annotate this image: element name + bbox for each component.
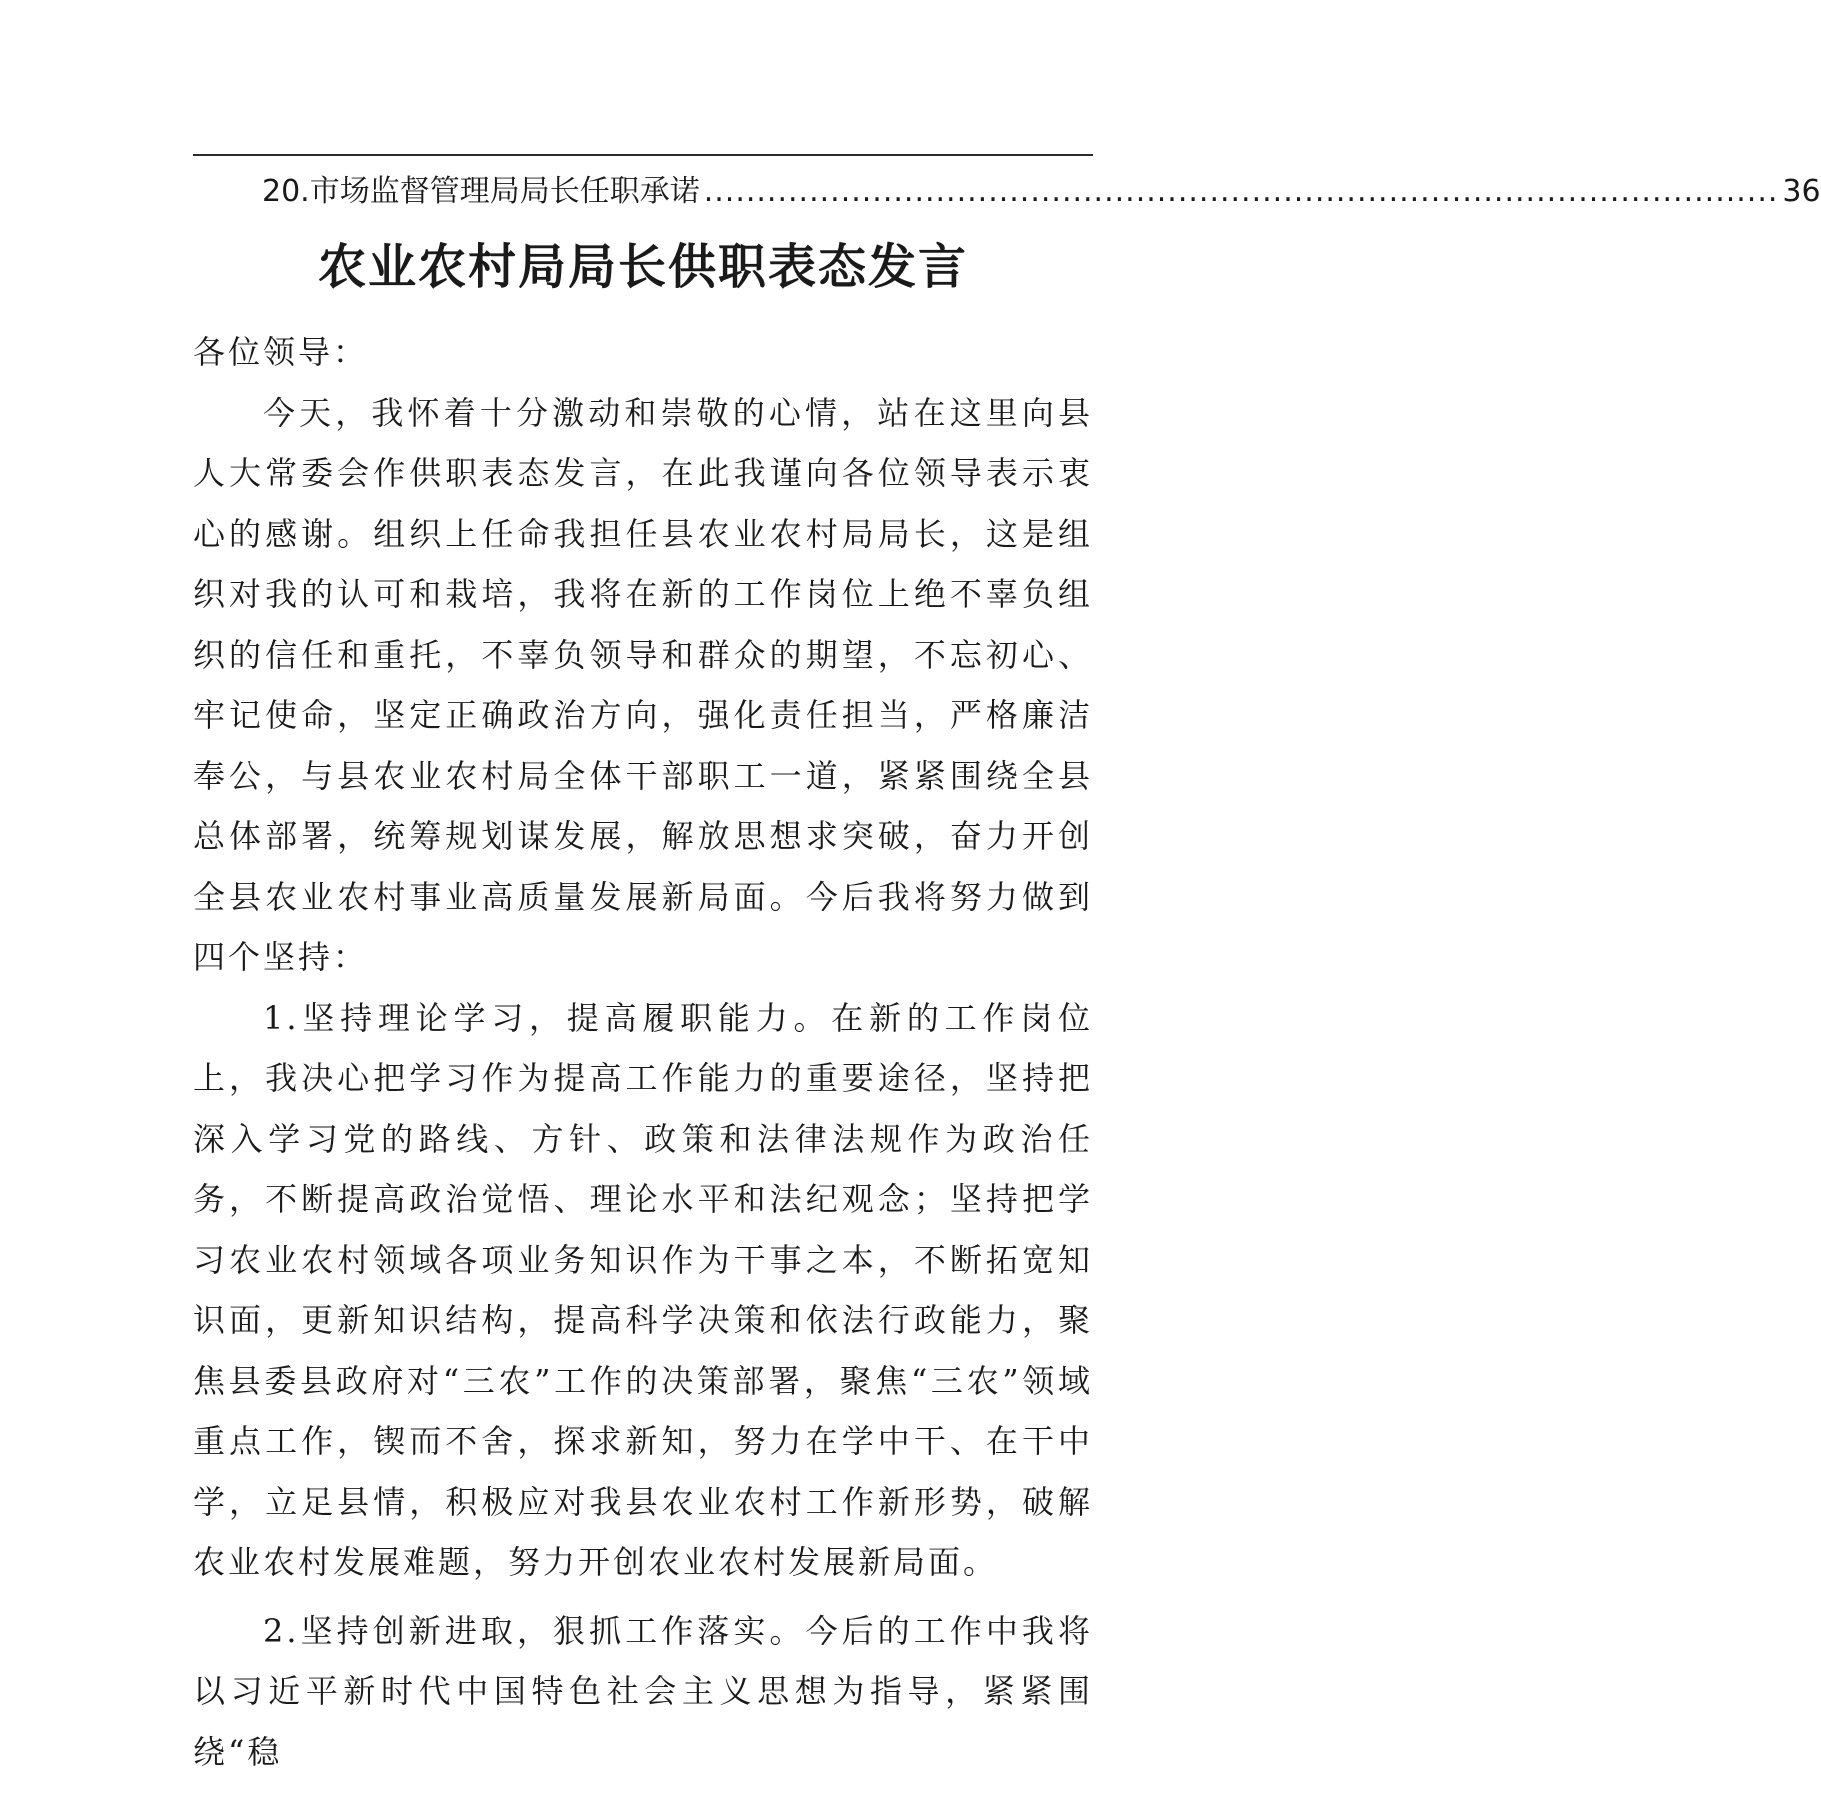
- paragraph-point-2: 2.坚持创新进取，狠抓工作落实。今后的工作中我将以习近平新时代中国特色社会主义思想为指导，紧紧围绕“稳: [193, 1611, 1093, 1771]
- salutation: 各位领导：: [193, 333, 369, 371]
- toc-leader-dots: ......................................................................................................: [703, 174, 1779, 209]
- paragraph-point-1: 1.坚持理论学习，提高履职能力。在新的工作岗位上，我决心把学习作为提高工作能力的重要途径，坚持把深入学习党的路线、方针、政策和法律法规作为政治任务，不断提高政治觉悟、理论水平和法纪观念；坚持把学习农业农村领域各项业务知识作为干事之本，不断拓宽知识面，更新知识结构，提高科学决策和依法行政能力，聚焦县委县政府对“三农”工作的决策部署，聚焦“三农”领域重点工作，锲而不舍，探求新知，努力在学中干、在干中学，立足县情，积极应对我县农业农村工作新形势，破解农业农村发展难题，努力开创农业农村发展新局面。: [193, 998, 1093, 1581]
- header-rule: [193, 154, 1093, 156]
- toc-entry-title: 20.市场监督管理局局长任职承诺: [262, 174, 700, 209]
- toc-entry[interactable]: [262, 170, 1821, 214]
- toc-page-number: 36: [1782, 174, 1821, 209]
- paragraph-intro: 今天，我怀着十分激动和崇敬的心情，站在这里向县人大常委会作供职表态发言，在此我谨向各位领导表示衷心的感谢。组织上任命我担任县农业农村局局长，这是组织对我的认可和栽培，我将在新的工作岗位上绝不辜负组织的信任和重托，不辜负领导和群众的期望，不忘初心、牢记使命，坚定正确政治方向，强化责任担当，严格廉洁奉公，与县农业农村局全体干部职工一道，紧紧围绕全县总体部署，统筹规划谋发展，解放思想求突破，奋力开创全县农业农村事业高质量发展新局面。今后我将努力做到四个坚持：: [193, 393, 1093, 976]
- document-body: [193, 322, 1093, 1782]
- document-title: 农业农村局局长供职表态发言: [317, 239, 968, 295]
